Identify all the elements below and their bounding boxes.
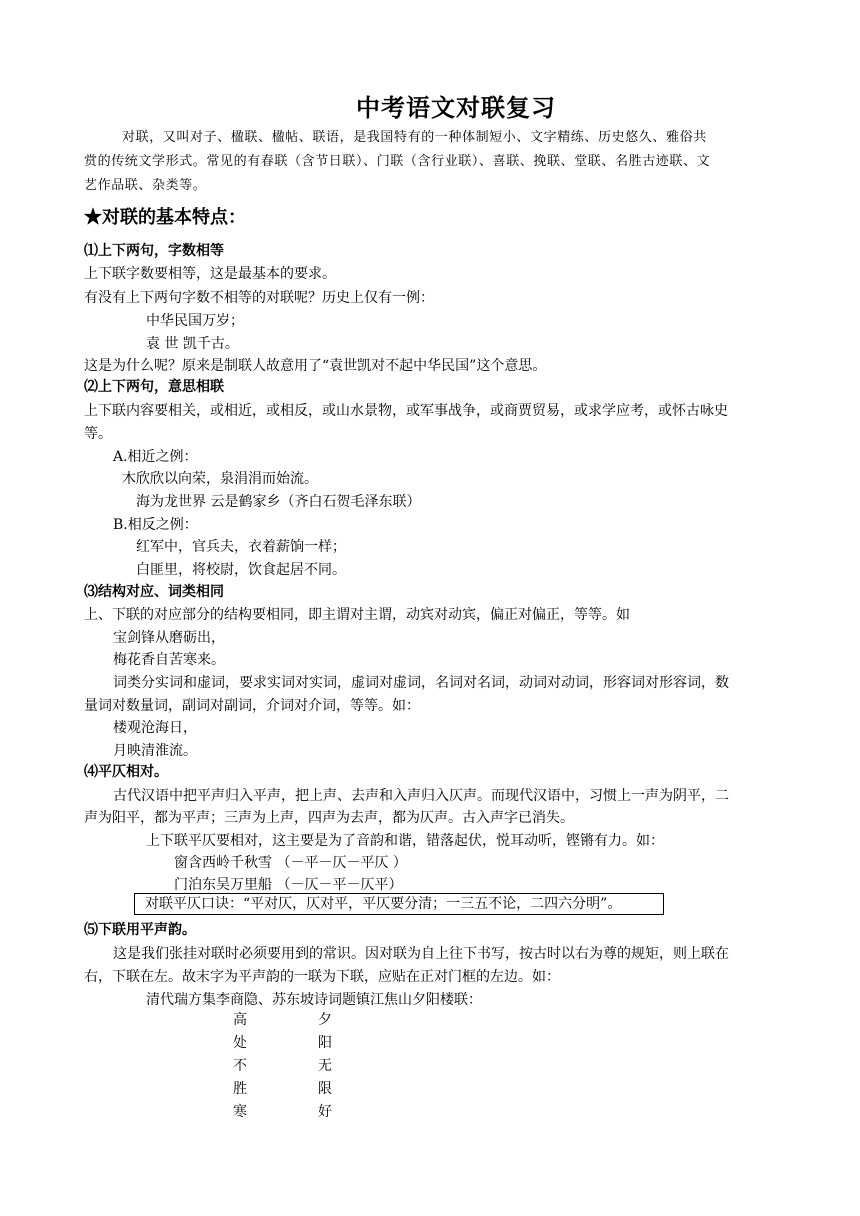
s5-para-2: 右，下联在左。故末字为平声韵的一联为下联，应贴在正对门框的左边。如： — [84, 969, 560, 985]
s1-para-3: 这是为什么呢？原来是制联人故意用了“袁世凯对不起中华民国”这个意思。 — [84, 358, 547, 374]
couplet-char: 夕 — [318, 1012, 332, 1028]
s4-para-2: 声为阳平，都为平声；三声为上声，四声为去声，都为仄声。古入声字已消失。 — [84, 810, 574, 826]
s4-para-1: 古代汉语中把平声归入平声，把上声、去声和入声归入仄声。而现代汉语中，习惯上一声为阴平，二 — [113, 788, 729, 804]
s4-example-2: 门泊东吴万里船 （－仄－平－仄平） — [174, 877, 403, 893]
couplet-char: 好 — [318, 1104, 332, 1120]
s3-para-2: 词类分实词和虚词，要求实词对实词，虚词对虚词，名词对名词，动词对动词，形容词对形容词，数 — [113, 675, 729, 691]
s1-para-1: 上下联字数要相等，这是最基本的要求。 — [84, 266, 336, 282]
couplet-char: 限 — [318, 1081, 332, 1097]
s5-heading: ⑸下联用平声韵。 — [84, 922, 196, 938]
s1-example-2: 袁 世 凯千古。 — [146, 336, 239, 352]
intro-line-2: 赏的传统文学形式。常见的有春联（含节日联）、门联（含行业联）、喜联、挽联、堂联、名胜古迹联、文 — [84, 154, 711, 169]
s2-example-a1: 木欣欣以向荣，泉涓涓而始流。 — [122, 471, 318, 487]
s5-para-1: 这是我们张挂对联时必须要用到的常识。因对联为自上往下书写，按古时以右为尊的规矩，则上联在 — [113, 946, 729, 962]
s2-label-b: B.相反之例： — [113, 517, 198, 533]
s1-example-1: 中华民国万岁； — [146, 313, 244, 329]
s3-para-3: 量词对数量词，副词对副词，介词对介词，等等。如： — [84, 698, 420, 714]
s2-para-2: 等。 — [84, 426, 112, 442]
s2-label-a: A.相近之例： — [113, 449, 198, 465]
s2-example-b1: 红军中，官兵夫，衣着薪饷一样； — [136, 539, 346, 555]
tone-rule-box — [134, 893, 664, 915]
s4-heading: ⑷平仄相对。 — [84, 764, 168, 780]
couplet-char: 处 — [233, 1035, 247, 1051]
couplet-left-column — [233, 1010, 247, 1125]
s2-example-b2: 白匪里，将校尉，饮食起居不同。 — [136, 562, 346, 578]
s2-heading: ⑵上下两句，意思相联 — [84, 379, 224, 395]
s3-example-2: 梅花香自苦寒来。 — [113, 652, 225, 668]
couplet-char: 胜 — [233, 1081, 247, 1097]
couplet-char: 无 — [318, 1058, 332, 1074]
s2-para-1: 上下联内容要相关，或相近，或相反，或山水景物，或军事战争，或商贾贸易，或求学应考，或怀古咏史 — [84, 403, 728, 419]
couplet-char: 不 — [233, 1058, 247, 1074]
s2-example-a2: 海为龙世界 云是鹤家乡（齐白石贺毛泽东联） — [136, 494, 421, 510]
couplet-char: 高 — [233, 1012, 247, 1028]
s4-example-1: 窗含西岭千秋雪 （－平－仄－平仄 ） — [174, 855, 407, 871]
s3-heading: ⑶结构对应、词类相同 — [84, 584, 224, 600]
intro-line-3: 艺作品联、杂类等。 — [84, 178, 207, 193]
tone-rule-text: 对联平仄口诀：“平对仄，仄对平，平仄要分清；一三五不论，二四六分明”。 — [145, 896, 622, 912]
couplet-right-column — [318, 1010, 332, 1125]
s3-para-1: 上、下联的对应部分的结构要相同，即主谓对主谓，动宾对动宾，偏正对偏正，等等。如 — [84, 607, 630, 623]
couplet-char: 寒 — [233, 1104, 247, 1120]
s1-heading: ⑴上下两句，字数相等 — [84, 243, 224, 259]
page-title: 中考语文对联复习 — [356, 93, 556, 122]
s4-para-3: 上下联平仄要相对，这主要是为了音韵和谐，错落起伏，悦耳动听，铿锵有力。如： — [146, 833, 664, 849]
s5-para-3: 清代瑞方集李商隐、苏东坡诗词题镇江焦山夕阳楼联： — [146, 992, 482, 1008]
couplet-char: 阳 — [318, 1035, 332, 1051]
s1-para-2: 有没有上下两句字数不相等的对联呢？历史上仅有一例： — [84, 290, 434, 306]
s3-example-1: 宝剑锋从磨砺出， — [113, 630, 225, 646]
section-heading: ★对联的基本特点： — [84, 207, 246, 228]
s3-example-4: 月映清淮流。 — [113, 743, 197, 759]
s3-example-3: 楼观沧海日， — [113, 720, 197, 736]
intro-line-1: 对联，又叫对子、楹联、楹帖、联语，是我国特有的一种体制短小、文字精练、历史悠久、雅俗共 — [122, 130, 707, 145]
